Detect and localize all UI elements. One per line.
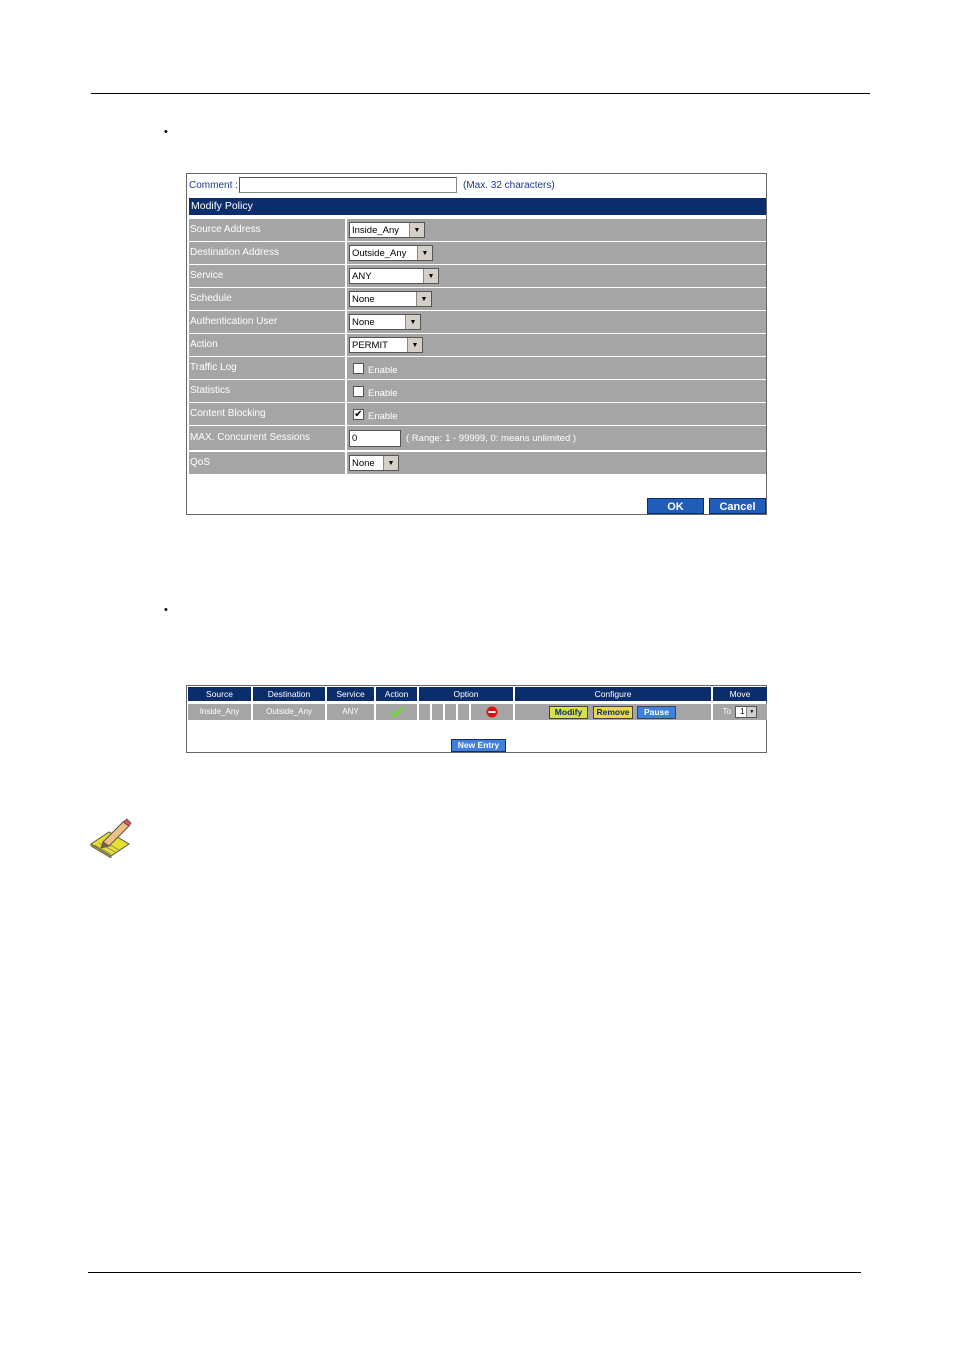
row-label: MAX. Concurrent Sessions xyxy=(189,426,347,450)
dropdown-arrow-icon: ▼ xyxy=(409,223,424,237)
option-cell xyxy=(432,704,443,720)
row-label: Traffic Log xyxy=(189,357,347,379)
option-cell xyxy=(419,704,430,720)
max-sessions-hint: ( Range: 1 - 99999, 0: means unlimited ) xyxy=(406,432,577,444)
authentication-user-row xyxy=(189,311,766,333)
modify-policy-panel xyxy=(186,173,767,515)
schedule-select[interactable]: None ▼ xyxy=(349,291,432,307)
qos-row xyxy=(189,452,766,474)
content-blocking-icon xyxy=(486,706,498,718)
comment-hint: (Max. 32 characters) xyxy=(463,179,555,191)
enable-label: Enable xyxy=(368,410,398,422)
option-cell xyxy=(471,704,513,720)
max-sessions-input[interactable]: 0 xyxy=(349,430,401,447)
dropdown-arrow-icon: ▼ xyxy=(416,292,431,306)
dropdown-arrow-icon: ▼ xyxy=(423,269,438,283)
row-label: Source Address xyxy=(189,219,347,241)
policy-list-panel xyxy=(186,685,767,753)
col-header-destination: Destination xyxy=(253,687,325,701)
cell-service: ANY xyxy=(327,704,374,720)
cell-move xyxy=(713,704,767,720)
ok-button[interactable]: OK xyxy=(647,498,704,514)
modify-button[interactable]: Modify xyxy=(549,706,588,719)
option-cell xyxy=(458,704,469,720)
col-header-action: Action xyxy=(376,687,417,701)
bullet: • xyxy=(164,126,168,138)
row-label: Service xyxy=(189,265,347,287)
max-sessions-row xyxy=(189,426,766,450)
traffic-log-row xyxy=(189,357,766,379)
remove-button[interactable]: Remove xyxy=(593,706,633,719)
cell-source: Inside_Any xyxy=(188,704,251,720)
row-label: Schedule xyxy=(189,288,347,310)
row-label: QoS xyxy=(189,452,347,474)
service-row xyxy=(189,265,766,287)
cancel-button[interactable]: Cancel xyxy=(709,498,766,514)
source-address-row xyxy=(189,219,766,241)
cell-destination: Outside_Any xyxy=(253,704,325,720)
comment-row xyxy=(189,176,555,194)
row-label: Statistics xyxy=(189,380,347,402)
dropdown-arrow-icon: ▼ xyxy=(417,246,432,260)
statistics-row xyxy=(189,380,766,402)
pause-button[interactable]: Pause xyxy=(637,706,676,719)
dropdown-arrow-icon: ▼ xyxy=(383,456,398,470)
col-header-service: Service xyxy=(327,687,374,701)
row-label: Destination Address xyxy=(189,242,347,264)
move-select[interactable]: 1 ▼ xyxy=(735,706,757,718)
action-select[interactable]: PERMIT ▼ xyxy=(349,337,423,353)
bullet: • xyxy=(164,604,168,616)
schedule-row xyxy=(189,288,766,310)
row-label: Action xyxy=(189,334,347,356)
action-row xyxy=(189,334,766,356)
row-label: Authentication User xyxy=(189,311,347,333)
footer-rule xyxy=(88,1272,861,1273)
col-header-move: Move xyxy=(713,687,767,701)
new-entry-button[interactable]: New Entry xyxy=(451,739,506,752)
option-cell xyxy=(445,704,456,720)
destination-address-select[interactable]: Outside_Any ▼ xyxy=(349,245,433,261)
content-blocking-row xyxy=(189,403,766,425)
move-to-label: To xyxy=(722,707,732,716)
cell-action xyxy=(376,704,417,720)
checkmark-icon: ✔ xyxy=(354,408,363,420)
authentication-user-select[interactable]: None ▼ xyxy=(349,314,421,330)
enable-label: Enable xyxy=(368,387,398,399)
col-header-source: Source xyxy=(188,687,251,701)
destination-address-row xyxy=(189,242,766,264)
col-header-option: Option xyxy=(419,687,513,701)
traffic-log-checkbox[interactable] xyxy=(353,363,364,374)
note-pencil-icon xyxy=(89,818,133,863)
comment-input[interactable] xyxy=(239,177,457,193)
content-blocking-checkbox[interactable] xyxy=(353,409,364,420)
enable-label: Enable xyxy=(368,364,398,376)
source-address-select[interactable]: Inside_Any ▼ xyxy=(349,222,425,238)
row-label: Content Blocking xyxy=(189,403,347,425)
dropdown-arrow-icon: ▼ xyxy=(746,707,756,717)
comment-label: Comment : xyxy=(189,179,238,191)
dropdown-arrow-icon: ▼ xyxy=(407,338,422,352)
permit-check-icon xyxy=(390,706,404,718)
dropdown-arrow-icon: ▼ xyxy=(405,315,420,329)
service-select[interactable]: ANY ▼ xyxy=(349,268,439,284)
header-rule xyxy=(91,93,870,94)
statistics-checkbox[interactable] xyxy=(353,386,364,397)
col-header-configure: Configure xyxy=(515,687,711,701)
modify-policy-title: Modify Policy xyxy=(189,198,766,215)
qos-select[interactable]: None ▼ xyxy=(349,455,399,471)
